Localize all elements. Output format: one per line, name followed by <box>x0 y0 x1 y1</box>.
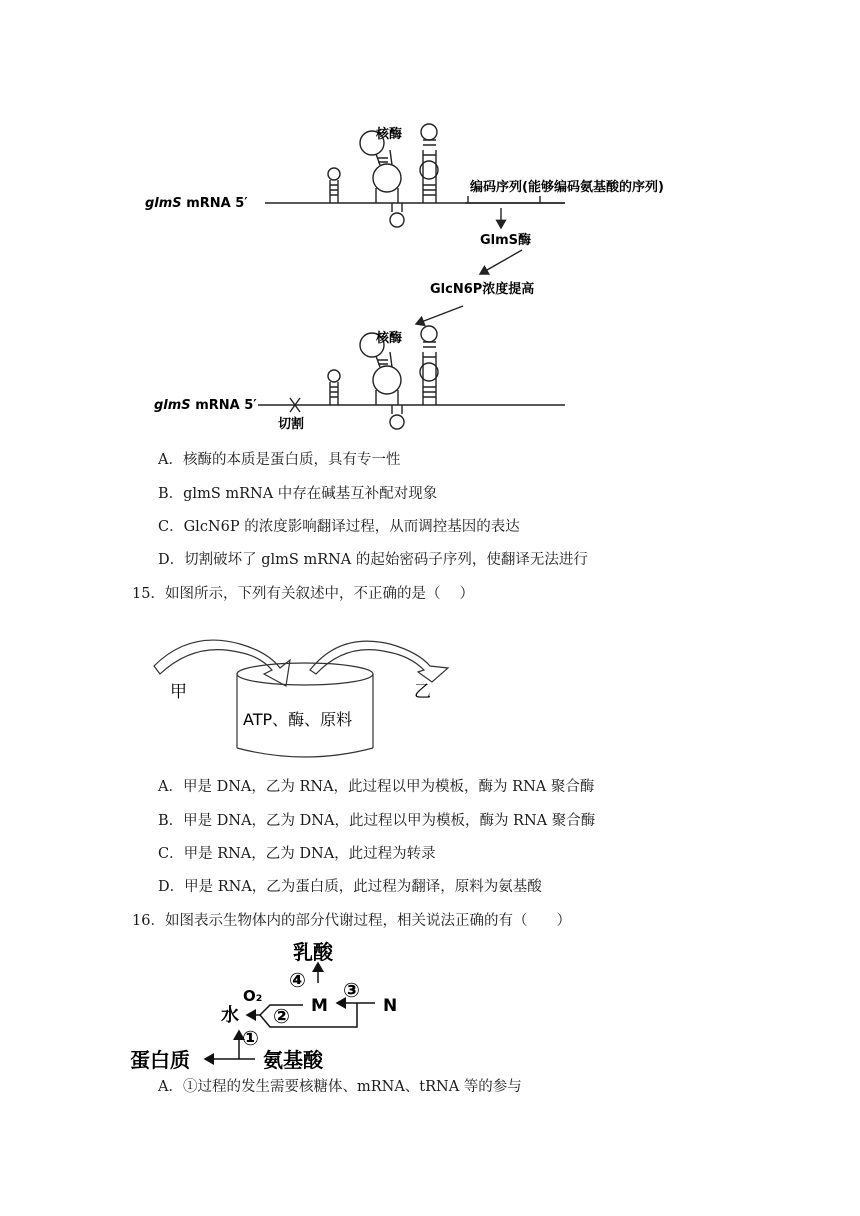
glcn6p-label: GlcN6P浓度提高 <box>430 282 535 297</box>
q14-option-a: A．核酶的本质是蛋白质，具有专一性 <box>158 452 401 468</box>
glms-diagram <box>140 110 720 430</box>
q15-diagram <box>140 630 470 770</box>
q15-option-b: B．甲是 DNA，乙为 DNA，此过程以甲为模板，酶为 RNA 聚合酶 <box>158 813 596 829</box>
lactic-acid-label: 乳酸 <box>293 940 333 964</box>
step-2: ② <box>273 1004 290 1028</box>
water-label: 水 <box>221 1005 239 1026</box>
q15-option-c: C．甲是 RNA，乙为 DNA，此过程为转录 <box>158 846 436 862</box>
amino-acid-label: 氨基酸 <box>263 1048 323 1072</box>
bottom-ribozyme-label: 核酶 <box>376 331 403 346</box>
q16-stem: 16．如图表示生物体内的部分代谢过程，相关说法正确的有（ ） <box>132 913 571 929</box>
q15-option-d: D．甲是 RNA，乙为蛋白质，此过程为翻译，原料为氨基酸 <box>158 879 542 895</box>
q15-option-a: A．甲是 DNA，乙为 RNA，此过程以甲为模板，酶为 RNA 聚合酶 <box>158 779 595 795</box>
coding-seq-label: 编码序列(能够编码氨基酸的序列) <box>470 180 664 195</box>
m-label: M <box>311 996 328 1016</box>
bottom-mrna-label: glmS mRNA 5′ <box>154 398 257 413</box>
cylinder-text: ATP、酶、原料 <box>243 710 353 729</box>
step-3: ③ <box>343 978 360 1002</box>
q14-option-c: C．GlcN6P 的浓度影响翻译过程，从而调控基因的表达 <box>158 519 520 535</box>
top-mrna-label: glmS mRNA 5′ <box>145 196 248 211</box>
q16-diagram <box>125 935 425 1075</box>
q14-option-b: B．glmS mRNA 中存在碱基互补配对现象 <box>158 486 438 502</box>
cut-label: 切割 <box>278 417 305 430</box>
step-1: ① <box>242 1026 259 1050</box>
glms-enzyme-label: GlmS酶 <box>480 233 532 248</box>
step-4: ④ <box>289 968 306 992</box>
top-ribozyme-label: 核酶 <box>376 127 403 142</box>
jia-label: 甲 <box>170 682 187 702</box>
yi-label: 乙 <box>414 682 431 702</box>
n-label: N <box>383 996 398 1016</box>
protein-label: 蛋白质 <box>130 1048 190 1072</box>
q15-stem: 15．如图所示，下列有关叙述中，不正确的是（ ） <box>132 586 475 602</box>
q16-option-a: A．①过程的发生需要核糖体、mRNA、tRNA 等的参与 <box>158 1079 522 1095</box>
o2-label: O₂ <box>243 987 263 1005</box>
q14-option-d: D．切割破坏了 glmS mRNA 的起始密码子序列，使翻译无法进行 <box>158 552 588 568</box>
